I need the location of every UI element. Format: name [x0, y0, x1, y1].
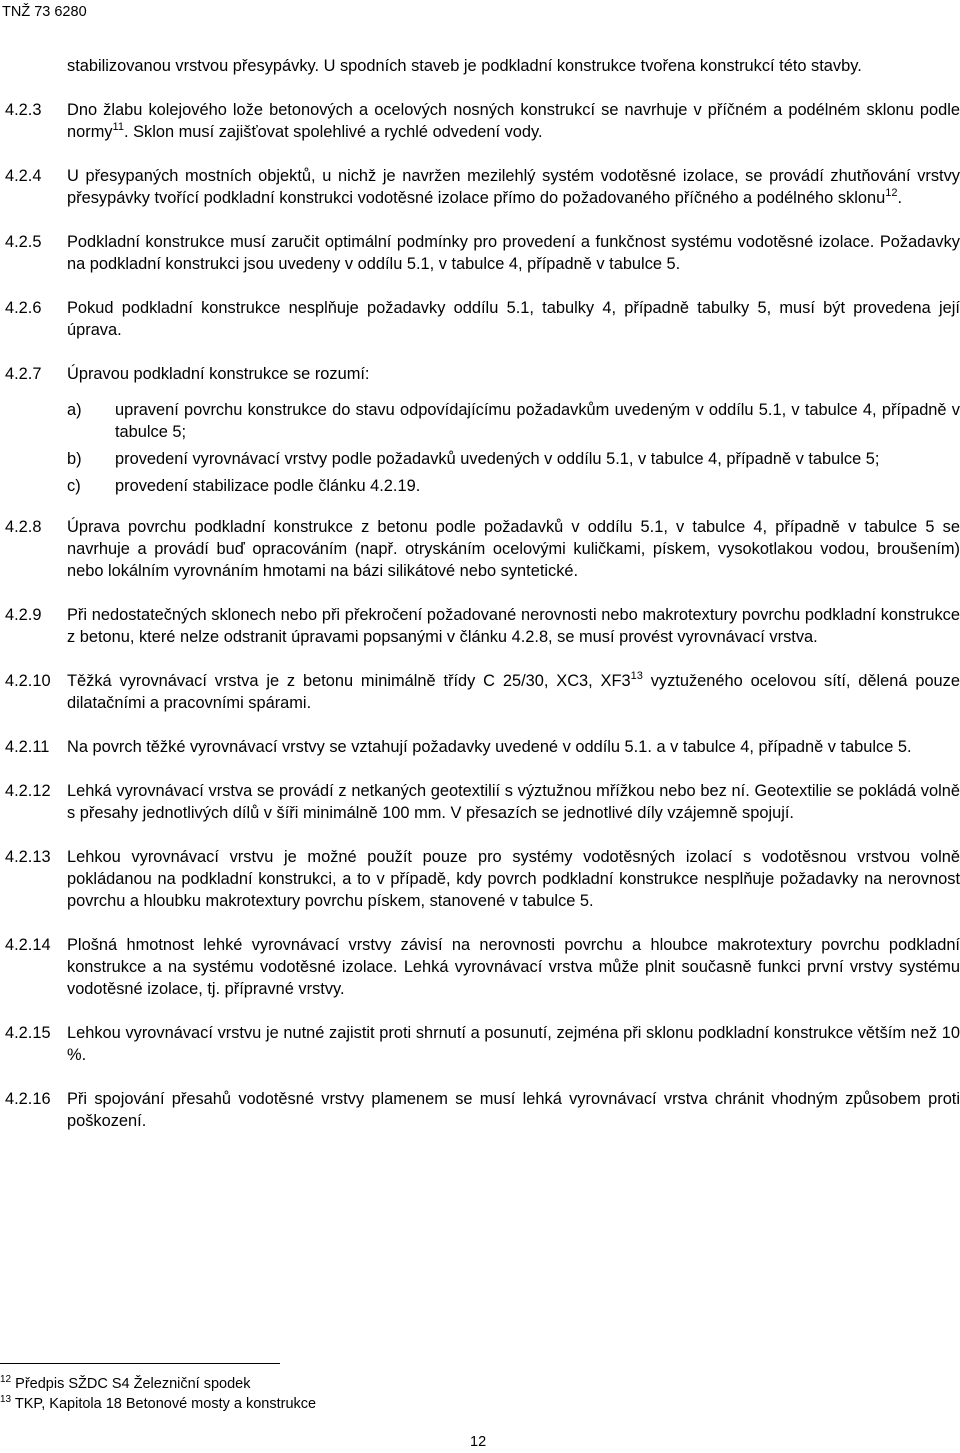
footnote-ref[interactable]: 13: [630, 670, 643, 682]
footnote-text: Předpis SŽDC S4 Železniční spodek: [15, 1376, 251, 1392]
paragraph-text: Plošná hmotnost lehké vyrovnávací vrstvy závisí na nerovnosti povrchu a hloubce makrotextury povrchu podkladní konstrukce a na systému vodotěsné izolace. Lehká vyrovnávací vrstva může plnit současně funkci první vrstvy systému vodotěsné izolace, tj. přípravné vrstvy.: [67, 936, 960, 998]
footnote: [0, 1374, 316, 1394]
paragraph-number: 4.2.14: [5, 936, 51, 954]
list-item-text: upravení povrchu konstrukce do stavu odpovídajícímu požadavkům uvedeným v oddílu 5.1, v tabulce 4, případně v tabulce 5;: [115, 401, 960, 441]
paragraph-4-2-8: [5, 516, 960, 582]
document-body: [5, 55, 960, 1132]
paragraph-4-2-15: [5, 1022, 960, 1066]
paragraph-number: 4.2.10: [5, 672, 51, 690]
paragraph-number: 4.2.8: [5, 518, 42, 536]
paragraph-text: Těžká vyrovnávací vrstva je z betonu minimálně třídy C 25/30, XC3, $XF3^{13}$ vyztuženého ocelovou sítí, dělená pouze dilatačními a pracovními spárami.: [67, 670, 960, 712]
footnote-mark: 13: [0, 1394, 12, 1405]
footnote-text: TKP, Kapitola 18 Betonové mosty a konstrukce: [14, 1396, 317, 1412]
paragraph-4-2-4: [5, 165, 960, 209]
paragraph-text: Při nedostatečných sklonech nebo při překročení požadované nerovnosti nebo makrotextury povrchu podkladní konstrukce z betonu, které nelze odstranit úpravami popsanými v článku 4.2.8, se musí provést vyrovnávací vrstva.: [67, 606, 960, 646]
paragraph-number: 4.2.11: [5, 738, 50, 756]
paragraph-4-2-16: [5, 1088, 960, 1132]
paragraph-number: 4.2.7: [5, 365, 42, 383]
paragraph-text: Lehkou vyrovnávací vrstvu je nutné zajistit proti shrnutí a posunutí, zejména při sklonu podkladní konstrukce větším než 10 %.: [67, 1024, 960, 1064]
list: [67, 399, 960, 497]
paragraph-number: 4.2.5: [5, 233, 42, 251]
paragraph-text: Lehkou vyrovnávací vrstvu je možné použít pouze pro systémy vodotěsných izolací s vodotěsnou vrstvou volně pokládanou na podkladní konstrukci, a to v případě, kdy povrch podkladní konstrukce nesplňuje požadavky na nerovnost povrchu a hloubku makrotextury povrchu pískem, stanovené v tabulce 5.: [67, 848, 960, 910]
paragraph-number: 4.2.12: [5, 782, 51, 800]
paragraph-number: 4.2.15: [5, 1024, 51, 1042]
paragraph-text: U přesypaných mostních objektů, u nichž je navržen mezilehlý systém vodotěsné izolace, se provádí zhutňování vrstvy přesypávky tvořící podkladní konstrukci vodotěsné izolace přímo do požadovaného příčného a podélného sklonu$^{12}$.: [67, 167, 960, 207]
paragraph-text: Lehká vyrovnávací vrstva se provádí z netkaných geotextilií s výztužnou mřížkou nebo bez ní. Geotextilie se pokládá volně s přesahy jednotlivých dílů v šíři minimálně 100 mm. V přesazích se jednotlivé díly vzájemně spojují.: [67, 782, 960, 822]
list-intro: Úpravou podkladní konstrukce se rozumí:: [67, 365, 370, 383]
paragraph-4-2-14: [5, 934, 960, 1000]
list-item: [67, 475, 960, 497]
paragraph-4-2-3: [5, 99, 960, 143]
paragraph-4-2-5: [5, 231, 960, 275]
intro-text: stabilizovanou vrstvou přesypávky. U spodních staveb je podkladní konstrukce tvořena konstrukcí této stavby.: [67, 57, 862, 75]
paragraph-text: Dno žlabu kolejového lože betonových a ocelových nosných konstrukcí se navrhuje v příčném a podélném sklonu podle normy$^{11}$. Sklon musí zajišťovat spolehlivé a rychlé odvedení vody.: [67, 101, 960, 141]
paragraph-number: 4.2.16: [5, 1090, 51, 1108]
paragraph-4-2-13: [5, 846, 960, 912]
footnote-separator: [0, 1363, 280, 1364]
paragraph-number: 4.2.3: [5, 101, 42, 119]
paragraph-text: Při spojování přesahů vodotěsné vrstvy plamenem se musí lehká vyrovnávací vrstva chránit vhodným způsobem proti poškození.: [67, 1090, 960, 1130]
paragraph-number: 4.2.4: [5, 167, 42, 185]
paragraph-4-2-12: [5, 780, 960, 824]
footnote-mark: 12: [0, 1374, 12, 1385]
list-item: [67, 448, 960, 470]
paragraph-text: Úprava povrchu podkladní konstrukce z betonu podle požadavků v oddílu 5.1, v tabulce 4, případně v tabulce 5 se navrhuje a provádí buď opracováním (např. otryskáním ocelovými kuličkami, pískem, vysokotlakou vodou, broušením) nebo lokálním vyrovnáním hmotami na bázi silikátové nebo syntetické.: [67, 518, 960, 580]
paragraph-4-2-9: [5, 604, 960, 648]
footnote-ref[interactable]: 12: [885, 187, 898, 199]
paragraph-number: 4.2.13: [5, 848, 51, 866]
list-letter: b): [67, 450, 82, 468]
paragraph-4-2-11: [5, 736, 960, 758]
paragraph-text: Podkladní konstrukce musí zaručit optimální podmínky pro provedení a funkčnost systému vodotěsné izolace. Požadavky na podkladní konstrukci jsou uvedeny v oddílu 5.1, v tabulce 4, případně v tabulce 5.: [67, 233, 960, 273]
paragraph-number: 4.2.9: [5, 606, 42, 624]
paragraph-4-2-7: [5, 363, 960, 502]
paragraph-4-2-10: [5, 670, 960, 714]
list-letter: a): [67, 401, 82, 419]
footnote: [0, 1394, 316, 1414]
list-item-text: provedení stabilizace podle článku 4.2.19.: [115, 477, 421, 495]
paragraph-text: Pokud podkladní konstrukce nesplňuje požadavky oddílu 5.1, tabulky 4, případně tabulky 5, musí být provedena její úprava.: [67, 299, 960, 339]
paragraph-text: Na povrch těžké vyrovnávací vrstvy se vztahují požadavky uvedené v oddílu 5.1. a v tabulce 4, případně v tabulce 5.: [67, 738, 912, 756]
footnotes: [0, 1374, 316, 1414]
list-item-text: provedení vyrovnávací vrstvy podle požadavků uvedených v oddílu 5.1, v tabulce 4, případně v tabulce 5;: [115, 450, 880, 468]
list-item: [67, 399, 960, 443]
paragraph-4-2-6: [5, 297, 960, 341]
paragraph-text: [67, 363, 960, 502]
paragraph-number: 4.2.6: [5, 299, 42, 317]
document-header: TNŽ 73 6280: [2, 4, 87, 20]
footnote-ref[interactable]: 11: [112, 121, 124, 133]
list-letter: c): [67, 477, 81, 495]
page-number: 12: [470, 1434, 487, 1450]
